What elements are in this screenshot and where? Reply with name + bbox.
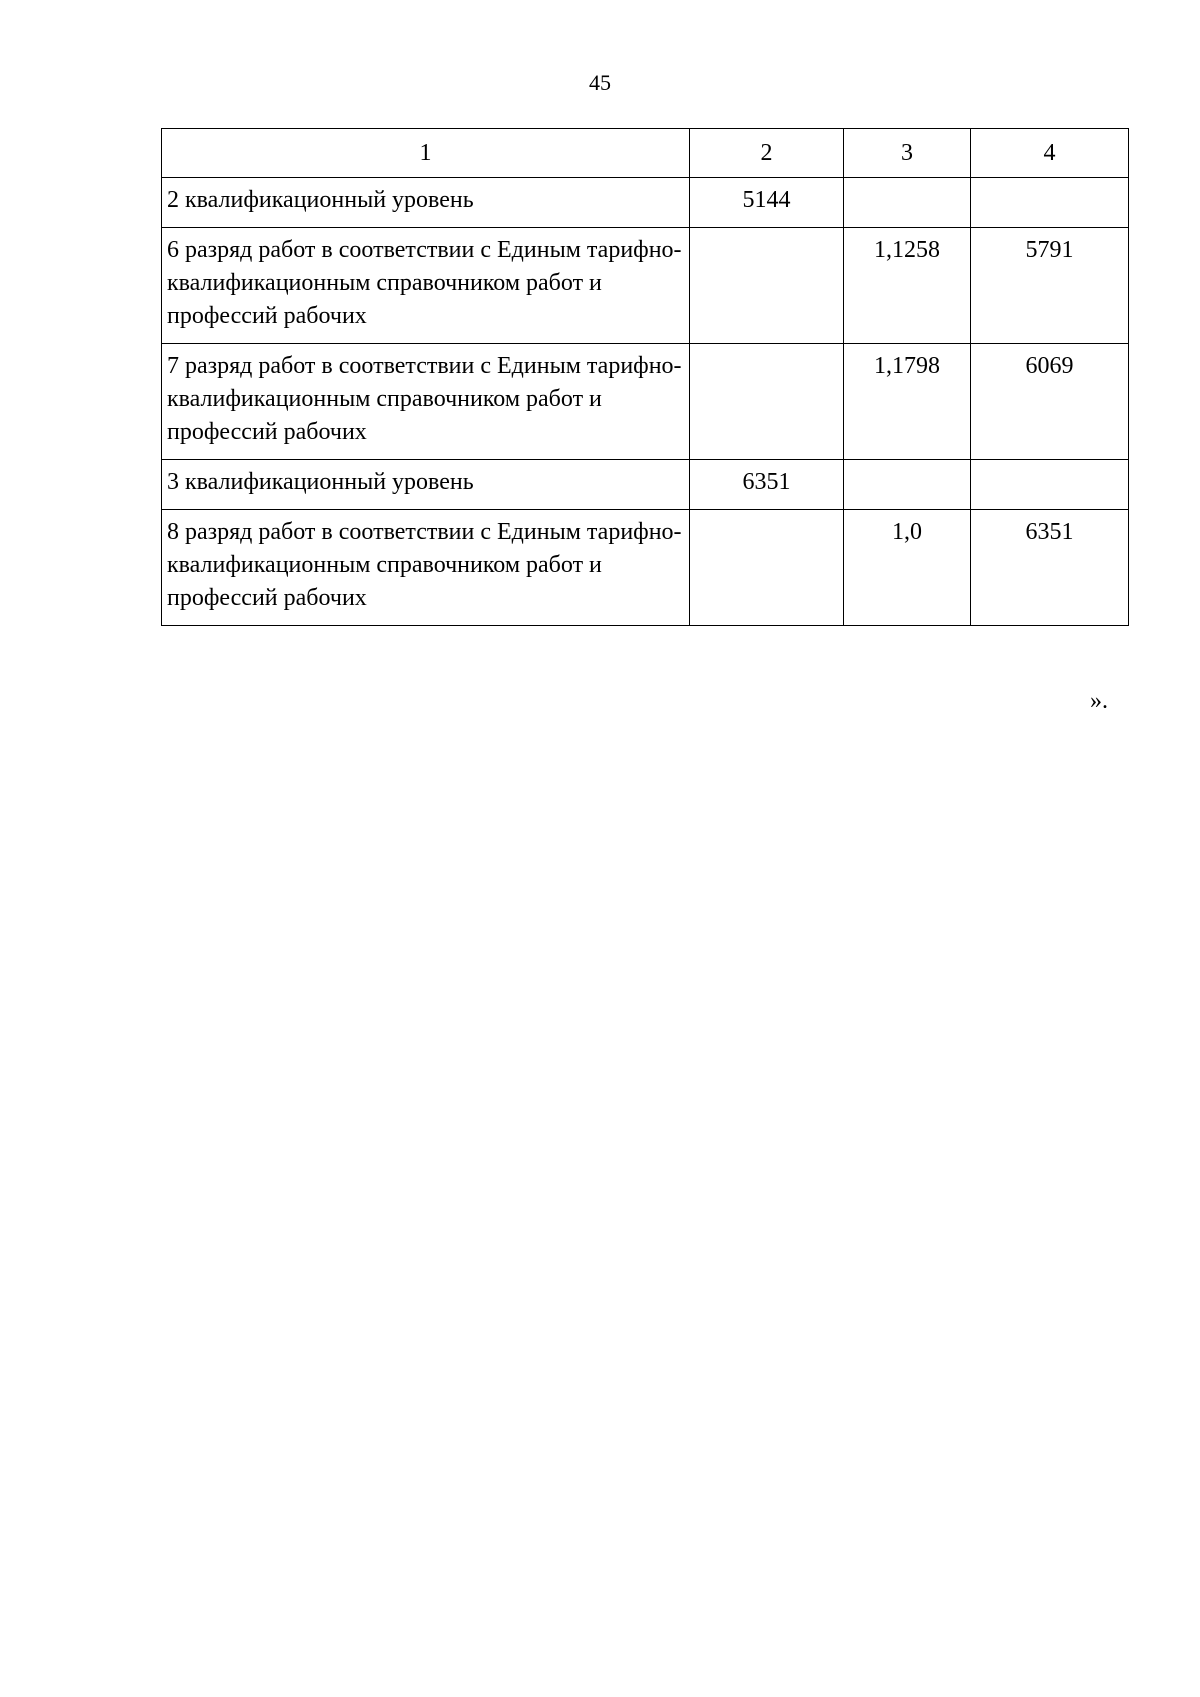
row-col-2: 5144 xyxy=(690,178,844,228)
table-header-row xyxy=(162,129,1129,178)
row-col-3: 1,1798 xyxy=(844,344,971,460)
row-col-4: 6351 xyxy=(971,510,1129,626)
table-row xyxy=(162,178,1129,228)
table-row xyxy=(162,228,1129,344)
row-col-2: 6351 xyxy=(690,460,844,510)
row-col-3: 1,1258 xyxy=(844,228,971,344)
row-name: 6 разряд работ в соответствии с Единым тарифно-квалификационным справочником работ и профессий рабочих xyxy=(162,228,690,344)
row-col-4: 6069 xyxy=(971,344,1129,460)
table-row xyxy=(162,344,1129,460)
row-col-2 xyxy=(690,228,844,344)
header-cell-3: 3 xyxy=(844,129,971,178)
header-cell-2: 2 xyxy=(690,129,844,178)
page-number: 45 xyxy=(589,70,611,95)
header-cell-4: 4 xyxy=(971,129,1129,178)
row-col-3: 1,0 xyxy=(844,510,971,626)
row-name: 8 разряд работ в соответствии с Единым тарифно-квалификационным справочником работ и профессий рабочих xyxy=(162,510,690,626)
table-row xyxy=(162,460,1129,510)
row-col-2 xyxy=(690,344,844,460)
row-col-4 xyxy=(971,460,1129,510)
row-col-4: 5791 xyxy=(971,228,1129,344)
row-name: 2 квалификационный уровень xyxy=(162,178,690,228)
row-col-3 xyxy=(844,178,971,228)
salary-table xyxy=(161,128,1129,626)
table-row xyxy=(162,510,1129,626)
row-name: 3 квалификационный уровень xyxy=(162,460,690,510)
row-col-4 xyxy=(971,178,1129,228)
row-col-3 xyxy=(844,460,971,510)
row-name: 7 разряд работ в соответствии с Единым тарифно-квалификационным справочником работ и профессий рабочих xyxy=(162,344,690,460)
header-cell-1: 1 xyxy=(162,129,690,178)
row-col-2 xyxy=(690,510,844,626)
closing-quote: ». xyxy=(1090,688,1108,714)
